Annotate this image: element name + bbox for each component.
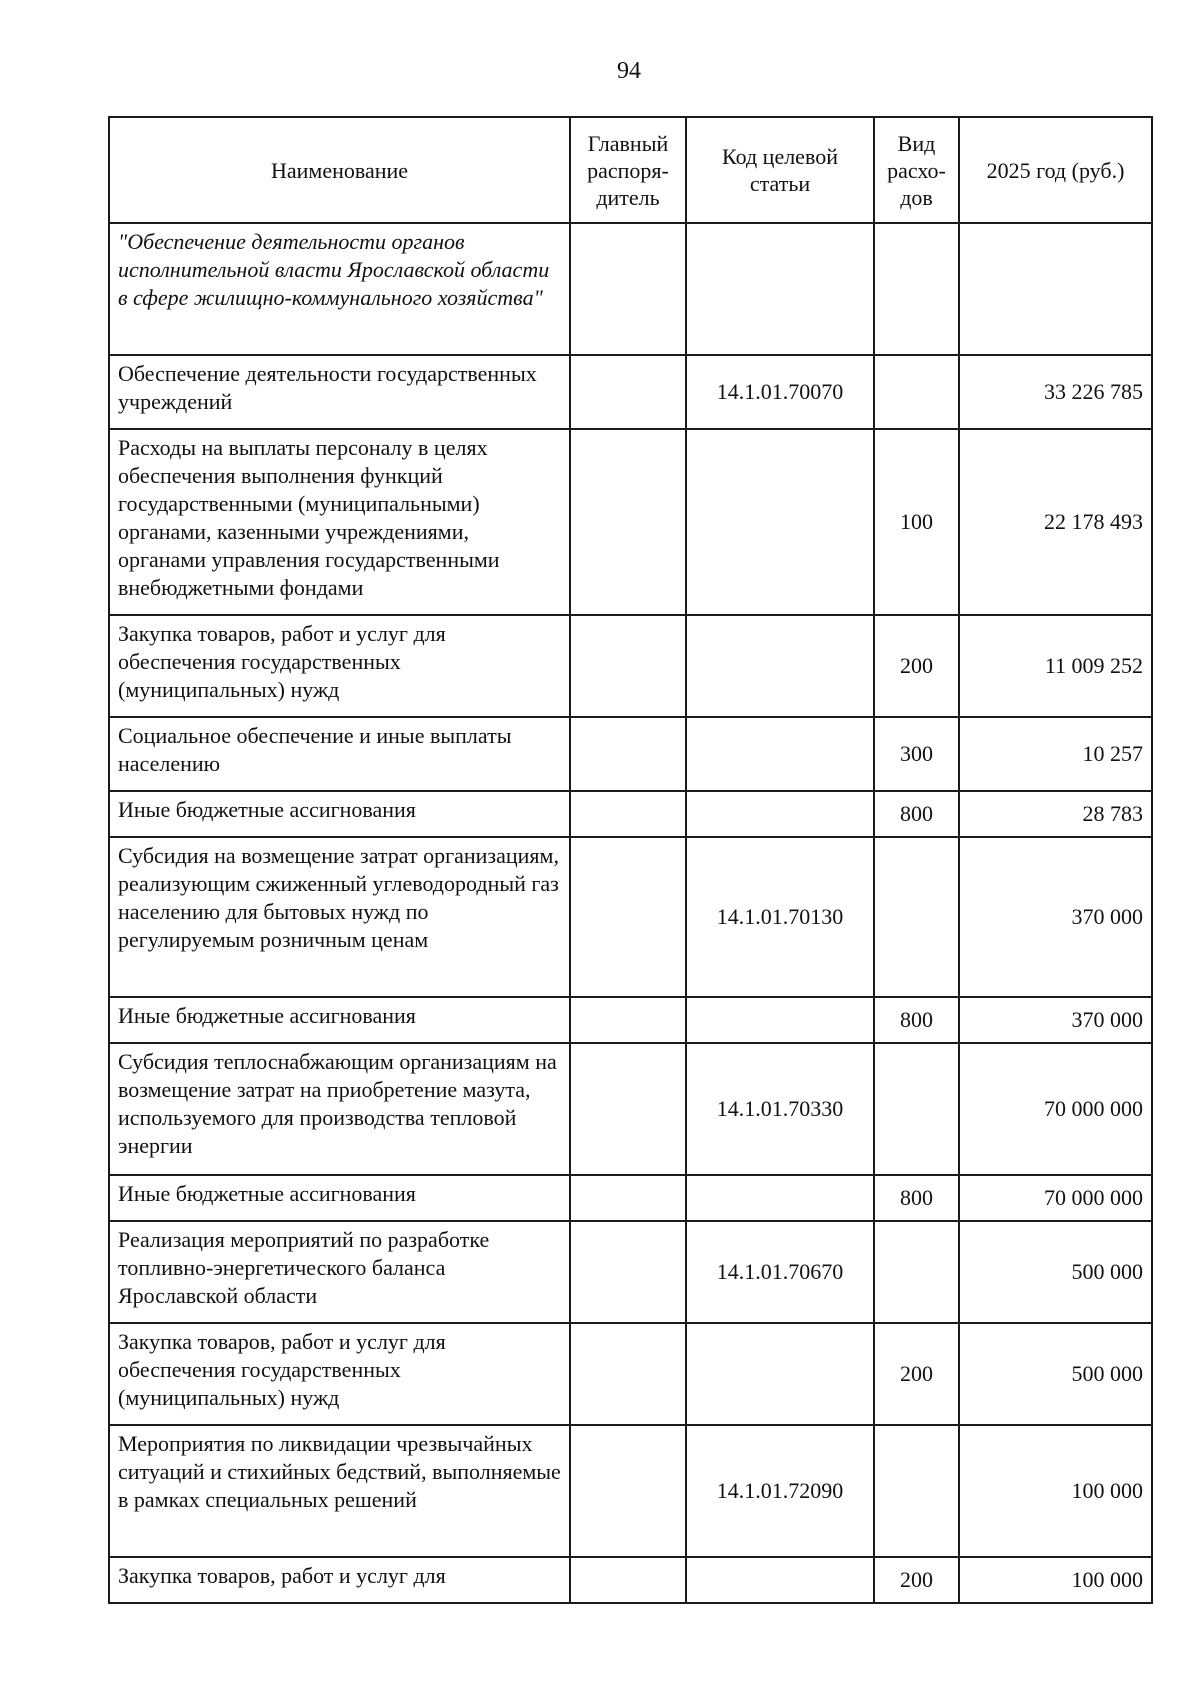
row-expense-type-cell: 300 <box>874 717 959 791</box>
row-name-cell: "Обеспечение деятельности органов исполнительной власти Ярославской области в сфере жилищно-коммунального хозяйства" <box>109 223 570 355</box>
row-expense-type-cell: 800 <box>874 791 959 837</box>
row-chief-administrator-cell <box>570 615 686 717</box>
header-target-code: Код целевой статьи <box>686 117 874 223</box>
row-expense-type-cell: 200 <box>874 1323 959 1425</box>
table-row <box>109 1323 1152 1425</box>
row-amount-cell: 70 000 000 <box>959 1043 1152 1175</box>
row-chief-administrator-cell <box>570 1425 686 1557</box>
row-expense-type-cell <box>874 355 959 429</box>
row-name-cell: Закупка товаров, работ и услуг для обеспечения государственных (муниципальных) нужд <box>109 615 570 717</box>
table-row <box>109 1221 1152 1323</box>
row-expense-type-cell <box>874 837 959 997</box>
row-target-code-cell: 14.1.01.70330 <box>686 1043 874 1175</box>
table-row <box>109 997 1152 1043</box>
row-expense-type-cell <box>874 1425 959 1557</box>
header-amount-2025: 2025 год (руб.) <box>959 117 1152 223</box>
row-target-code-cell <box>686 1323 874 1425</box>
row-target-code-cell <box>686 429 874 615</box>
budget-table <box>108 116 1153 1604</box>
header-chief-administrator: Главный распоря-дитель <box>570 117 686 223</box>
table-row <box>109 1175 1152 1221</box>
row-chief-administrator-cell <box>570 1175 686 1221</box>
row-name-cell: Мероприятия по ликвидации чрезвычайных ситуаций и стихийных бедствий, выполняемые в рамках специальных решений <box>109 1425 570 1557</box>
row-target-code-cell <box>686 615 874 717</box>
row-target-code-cell: 14.1.01.72090 <box>686 1425 874 1557</box>
row-expense-type-cell: 200 <box>874 1557 959 1603</box>
row-chief-administrator-cell <box>570 717 686 791</box>
table-row <box>109 355 1152 429</box>
row-amount-cell: 370 000 <box>959 837 1152 997</box>
row-name-cell: Закупка товаров, работ и услуг для обеспечения государственных (муниципальных) нужд <box>109 1323 570 1425</box>
row-name-cell: Иные бюджетные ассигнования <box>109 997 570 1043</box>
row-target-code-cell <box>686 997 874 1043</box>
row-expense-type-cell <box>874 1043 959 1175</box>
row-amount-cell: 100 000 <box>959 1557 1152 1603</box>
row-name-cell: Субсидия теплоснабжающим организациям на возмещение затрат на приобретение мазута, используемого для производства тепловой энергии <box>109 1043 570 1175</box>
row-target-code-cell <box>686 1175 874 1221</box>
row-amount-cell: 28 783 <box>959 791 1152 837</box>
row-amount-cell: 22 178 493 <box>959 429 1152 615</box>
table-header-row <box>109 117 1152 223</box>
row-expense-type-cell: 100 <box>874 429 959 615</box>
row-chief-administrator-cell <box>570 997 686 1043</box>
row-amount-cell: 100 000 <box>959 1425 1152 1557</box>
row-chief-administrator-cell <box>570 223 686 355</box>
row-target-code-cell <box>686 1557 874 1603</box>
row-name-cell: Расходы на выплаты персоналу в целях обеспечения выполнения функций государственными (муниципальными) органами, казенными учреждениями, органами управления государственными внебюджетными фондами <box>109 429 570 615</box>
header-expense-type: Вид расхо-дов <box>874 117 959 223</box>
row-expense-type-cell: 800 <box>874 997 959 1043</box>
row-expense-type-cell: 200 <box>874 615 959 717</box>
row-name-cell: Субсидия на возмещение затрат организациям, реализующим сжиженный углеводородный газ населению для бытовых нужд по регулируемым розничным ценам <box>109 837 570 997</box>
row-amount-cell <box>959 223 1152 355</box>
row-amount-cell: 500 000 <box>959 1221 1152 1323</box>
row-target-code-cell <box>686 791 874 837</box>
row-target-code-cell: 14.1.01.70130 <box>686 837 874 997</box>
table-row <box>109 717 1152 791</box>
table-row <box>109 837 1152 997</box>
row-expense-type-cell <box>874 1221 959 1323</box>
row-amount-cell: 500 000 <box>959 1323 1152 1425</box>
row-chief-administrator-cell <box>570 355 686 429</box>
table-row <box>109 223 1152 355</box>
row-amount-cell: 370 000 <box>959 997 1152 1043</box>
row-amount-cell: 10 257 <box>959 717 1152 791</box>
table-row <box>109 1557 1152 1603</box>
row-chief-administrator-cell <box>570 837 686 997</box>
row-chief-administrator-cell <box>570 1043 686 1175</box>
row-amount-cell: 70 000 000 <box>959 1175 1152 1221</box>
page-number: 94 <box>617 58 641 84</box>
table-row <box>109 791 1152 837</box>
row-chief-administrator-cell <box>570 791 686 837</box>
row-target-code-cell: 14.1.01.70070 <box>686 355 874 429</box>
table-row <box>109 615 1152 717</box>
row-chief-administrator-cell <box>570 429 686 615</box>
row-chief-administrator-cell <box>570 1221 686 1323</box>
table-row <box>109 429 1152 615</box>
table-body <box>109 223 1152 1603</box>
table-row <box>109 1043 1152 1175</box>
header-name: Наименование <box>109 117 570 223</box>
row-name-cell: Реализация мероприятий по разработке топливно-энергетического баланса Ярославской области <box>109 1221 570 1323</box>
row-name-cell: Иные бюджетные ассигнования <box>109 1175 570 1221</box>
row-name-cell: Обеспечение деятельности государственных учреждений <box>109 355 570 429</box>
row-expense-type-cell: 800 <box>874 1175 959 1221</box>
row-name-cell: Социальное обеспечение и иные выплаты населению <box>109 717 570 791</box>
row-amount-cell: 11 009 252 <box>959 615 1152 717</box>
table-row <box>109 1425 1152 1557</box>
row-target-code-cell <box>686 717 874 791</box>
row-target-code-cell: 14.1.01.70670 <box>686 1221 874 1323</box>
row-amount-cell: 33 226 785 <box>959 355 1152 429</box>
row-expense-type-cell <box>874 223 959 355</box>
row-target-code-cell <box>686 223 874 355</box>
row-name-cell: Закупка товаров, работ и услуг для <box>109 1557 570 1603</box>
row-chief-administrator-cell <box>570 1557 686 1603</box>
row-name-cell: Иные бюджетные ассигнования <box>109 791 570 837</box>
row-chief-administrator-cell <box>570 1323 686 1425</box>
